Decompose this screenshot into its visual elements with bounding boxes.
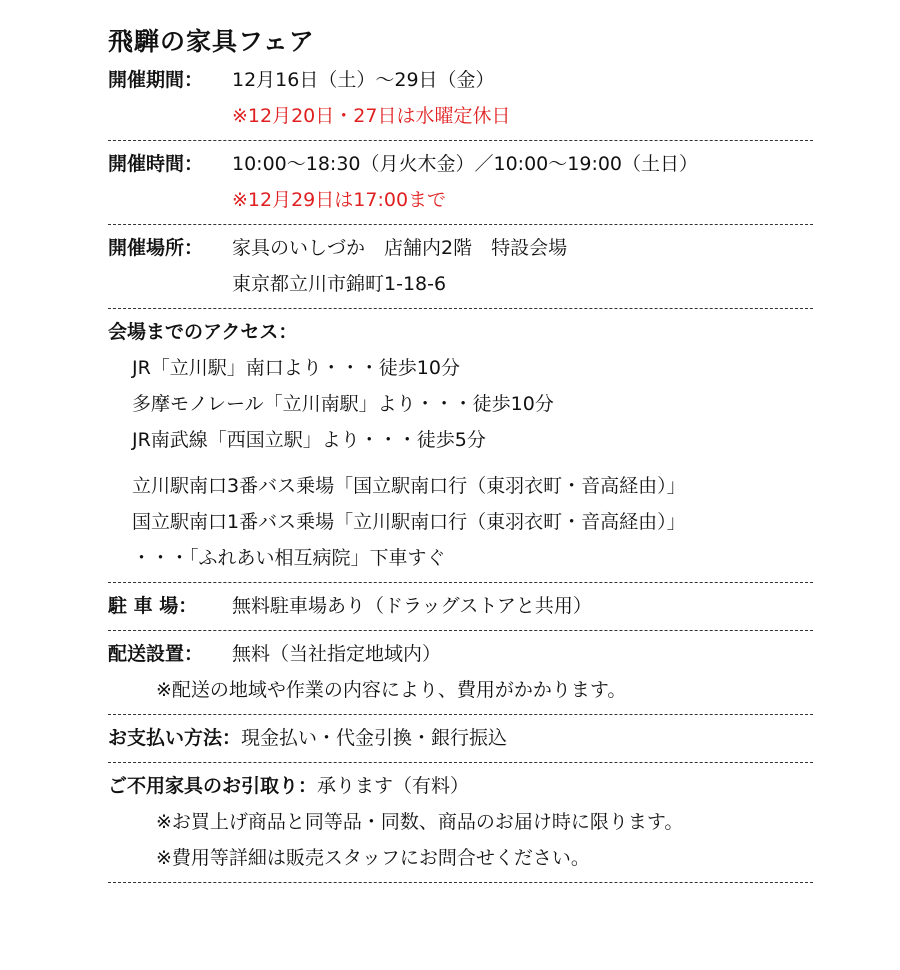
- venue-row: [108, 230, 813, 266]
- pickup-section: [108, 763, 813, 883]
- parking-label: 駐 車 場：: [108, 595, 198, 617]
- access-train-item: JR南武線「西国立駅」より・・・徒歩5分: [132, 429, 486, 451]
- hours-row: [108, 146, 813, 182]
- page-title: 飛騨の家具フェア: [108, 27, 315, 56]
- parking-value: 無料駐車場あり（ドラッグストアと共用）: [232, 595, 592, 617]
- access-label: 会場までのアクセス：: [108, 321, 298, 343]
- pickup-label: ご不用家具のお引取り：: [108, 775, 318, 797]
- payment-value: 現金払い・代金引換・銀行振込: [241, 727, 508, 749]
- delivery-section: [108, 631, 813, 715]
- pickup-row: [108, 768, 813, 804]
- access-bus-item: ・・・「ふれあい相互病院」下車すぐ: [132, 547, 446, 569]
- payment-label: お支払い方法：: [108, 727, 242, 749]
- access-train-item: JR「立川駅」南口より・・・徒歩10分: [132, 357, 460, 379]
- parking-section: [108, 583, 813, 631]
- delivery-row: [108, 636, 813, 672]
- flyer: [108, 22, 813, 883]
- delivery-label: 配送設置：: [108, 643, 204, 665]
- payment-section: [108, 715, 813, 763]
- delivery-note: ※配送の地域や作業の内容により、費用がかかります。: [156, 679, 627, 701]
- venue-value: 家具のいしづか 店舗内2階 特設会場: [232, 237, 568, 259]
- access-train-item: 多摩モノレール「立川南駅」より・・・徒歩10分: [132, 393, 554, 415]
- venue-address: 東京都立川市錦町1-18-6: [232, 273, 447, 295]
- delivery-value: 無料（当社指定地域内）: [232, 643, 442, 665]
- access-bus-item: 立川駅南口3番バス乗場「国立駅南口行（東羽衣町・音高経由）」: [132, 475, 686, 497]
- spacer: [108, 458, 813, 468]
- payment-row: [108, 720, 813, 756]
- period-label: 開催期間：: [108, 69, 204, 91]
- pickup-note: ※お買上げ商品と同等品・同数、商品のお届け時に限ります。: [156, 811, 684, 833]
- period-note: ※12月20日・27日は水曜定休日: [232, 105, 511, 127]
- hours-value: 10:00～18:30（月火木金）／10:00～19:00（土日）: [232, 153, 699, 175]
- access-bus-item: 国立駅南口1番バス乗場「立川駅南口行（東羽衣町・音高経由）」: [132, 511, 686, 533]
- venue-label: 開催場所：: [108, 237, 204, 259]
- hours-section: [108, 141, 813, 225]
- period-section: [108, 62, 813, 141]
- access-section: [108, 309, 813, 583]
- pickup-value: 承ります（有料）: [317, 775, 470, 797]
- period-row: [108, 62, 813, 98]
- pickup-note: ※費用等詳細は販売スタッフにお問合せください。: [156, 847, 590, 869]
- period-value: 12月16日（土）～29日（金）: [232, 69, 495, 91]
- hours-label: 開催時間：: [108, 153, 204, 175]
- hours-note: ※12月29日は17:00まで: [232, 189, 447, 211]
- parking-row: [108, 588, 813, 624]
- venue-section: [108, 225, 813, 309]
- access-row: [108, 314, 813, 350]
